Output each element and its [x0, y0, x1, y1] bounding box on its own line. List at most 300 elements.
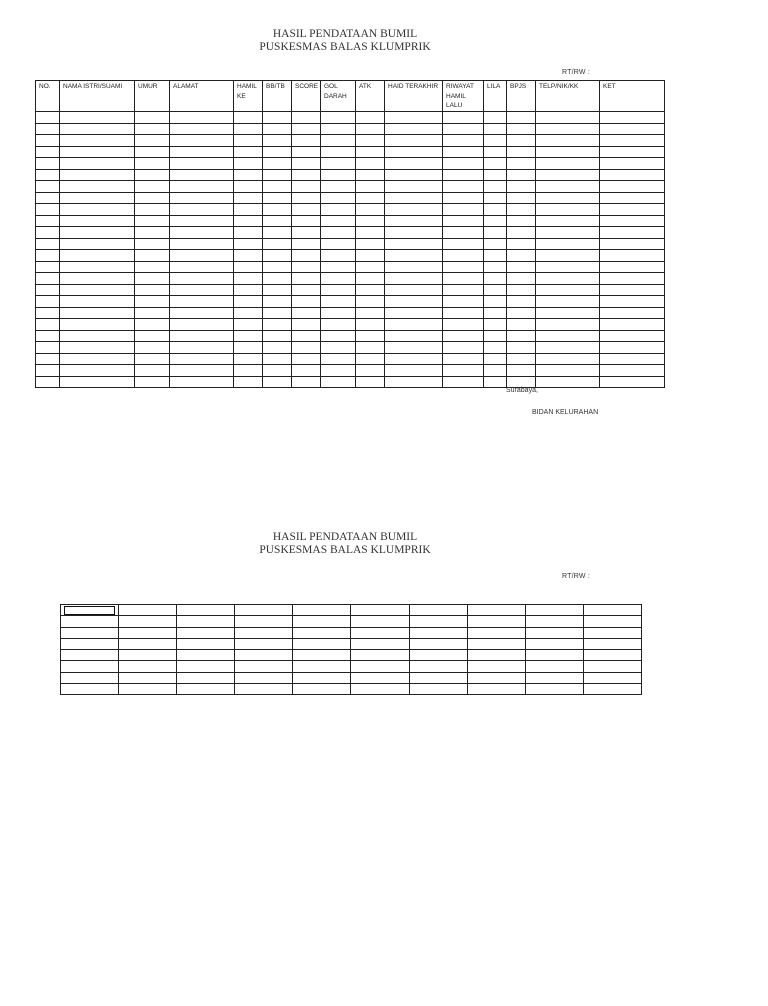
table-cell[interactable] — [385, 146, 443, 158]
table-cell[interactable] — [484, 250, 507, 262]
table-cell[interactable] — [36, 158, 60, 170]
table-cell[interactable] — [536, 238, 600, 250]
table-cell[interactable] — [234, 319, 263, 331]
table-cell[interactable] — [234, 273, 263, 285]
table-cell[interactable] — [356, 376, 385, 388]
table-cell[interactable] — [170, 158, 234, 170]
table-cell[interactable] — [170, 307, 234, 319]
table-cell[interactable] — [170, 192, 234, 204]
table-cell[interactable] — [507, 319, 536, 331]
table-cell[interactable] — [177, 616, 235, 627]
table-cell[interactable] — [583, 661, 641, 672]
table-cell[interactable] — [321, 181, 356, 193]
table-cell[interactable] — [583, 650, 641, 661]
table-cell[interactable] — [600, 250, 665, 262]
table-cell[interactable] — [321, 296, 356, 308]
table-cell[interactable] — [536, 319, 600, 331]
table-cell[interactable] — [119, 650, 177, 661]
table-cell[interactable] — [525, 672, 583, 683]
table-cell[interactable] — [234, 353, 263, 365]
table-cell[interactable] — [409, 627, 467, 638]
table-cell[interactable] — [507, 146, 536, 158]
table-cell[interactable] — [484, 273, 507, 285]
table-cell[interactable] — [321, 353, 356, 365]
table-cell[interactable] — [321, 135, 356, 147]
table-cell[interactable] — [60, 319, 135, 331]
table-cell[interactable] — [356, 169, 385, 181]
table-cell[interactable] — [467, 684, 525, 695]
table-cell[interactable] — [467, 661, 525, 672]
table-cell[interactable] — [292, 376, 321, 388]
table-cell[interactable] — [61, 638, 119, 649]
table-cell[interactable] — [467, 627, 525, 638]
table-cell[interactable] — [321, 112, 356, 124]
table-cell[interactable] — [60, 158, 135, 170]
table-cell[interactable] — [292, 169, 321, 181]
table-cell[interactable] — [321, 261, 356, 273]
table-cell[interactable] — [234, 307, 263, 319]
table-cell[interactable] — [60, 112, 135, 124]
table-cell[interactable] — [484, 227, 507, 239]
table-cell[interactable] — [409, 672, 467, 683]
table-cell[interactable] — [351, 650, 409, 661]
table-cell[interactable] — [536, 307, 600, 319]
table-cell[interactable] — [135, 330, 170, 342]
table-cell[interactable] — [507, 330, 536, 342]
table-cell[interactable] — [443, 307, 484, 319]
table-cell[interactable] — [443, 261, 484, 273]
table-cell[interactable] — [170, 250, 234, 262]
table-cell[interactable] — [234, 135, 263, 147]
table-cell[interactable] — [525, 684, 583, 695]
table-cell[interactable] — [536, 284, 600, 296]
table-cell[interactable] — [170, 273, 234, 285]
table-cell[interactable] — [443, 353, 484, 365]
table-cell[interactable] — [600, 135, 665, 147]
table-cell[interactable] — [36, 353, 60, 365]
table-cell[interactable] — [135, 250, 170, 262]
table-cell[interactable] — [536, 250, 600, 262]
table-cell[interactable] — [292, 215, 321, 227]
table-cell[interactable] — [135, 319, 170, 331]
table-cell[interactable] — [484, 284, 507, 296]
table-cell[interactable] — [135, 365, 170, 377]
table-cell[interactable] — [36, 135, 60, 147]
table-cell[interactable] — [356, 353, 385, 365]
table-cell[interactable] — [536, 135, 600, 147]
table-cell[interactable] — [170, 319, 234, 331]
table-cell[interactable] — [235, 616, 293, 627]
table-cell[interactable] — [484, 135, 507, 147]
table-cell[interactable] — [263, 284, 292, 296]
table-cell[interactable] — [443, 135, 484, 147]
table-cell[interactable] — [351, 605, 409, 616]
table-cell[interactable] — [507, 353, 536, 365]
table-cell[interactable] — [600, 146, 665, 158]
table-cell[interactable] — [60, 192, 135, 204]
table-cell[interactable] — [321, 273, 356, 285]
table-cell[interactable] — [507, 158, 536, 170]
table-cell[interactable] — [263, 227, 292, 239]
table-cell[interactable] — [263, 250, 292, 262]
table-cell[interactable] — [292, 146, 321, 158]
table-cell[interactable] — [385, 261, 443, 273]
table-cell[interactable] — [484, 307, 507, 319]
table-cell[interactable] — [263, 365, 292, 377]
table-cell[interactable] — [135, 192, 170, 204]
table-cell[interactable] — [467, 605, 525, 616]
table-cell[interactable] — [536, 353, 600, 365]
table-cell[interactable] — [36, 365, 60, 377]
table-cell[interactable] — [507, 307, 536, 319]
table-cell[interactable] — [36, 215, 60, 227]
table-cell[interactable] — [385, 123, 443, 135]
table-cell[interactable] — [292, 192, 321, 204]
table-cell[interactable] — [170, 123, 234, 135]
table-cell[interactable] — [292, 204, 321, 216]
table-cell[interactable] — [351, 616, 409, 627]
table-cell[interactable] — [234, 296, 263, 308]
table-cell[interactable] — [61, 684, 119, 695]
table-cell[interactable] — [135, 181, 170, 193]
table-cell[interactable] — [385, 365, 443, 377]
table-cell[interactable] — [177, 605, 235, 616]
table-cell[interactable] — [443, 204, 484, 216]
table-cell[interactable] — [484, 181, 507, 193]
table-cell[interactable] — [321, 227, 356, 239]
table-cell[interactable] — [583, 605, 641, 616]
table-cell[interactable] — [351, 672, 409, 683]
table-cell[interactable] — [507, 112, 536, 124]
table-cell[interactable] — [443, 273, 484, 285]
table-cell[interactable] — [234, 250, 263, 262]
table-cell[interactable] — [409, 650, 467, 661]
table-cell[interactable] — [351, 661, 409, 672]
table-cell[interactable] — [292, 273, 321, 285]
table-cell[interactable] — [119, 605, 177, 616]
table-cell[interactable] — [263, 307, 292, 319]
table-cell[interactable] — [507, 284, 536, 296]
table-cell[interactable] — [60, 250, 135, 262]
table-cell[interactable] — [60, 296, 135, 308]
table-cell[interactable] — [356, 123, 385, 135]
table-cell[interactable] — [600, 204, 665, 216]
table-cell[interactable] — [385, 181, 443, 193]
table-cell[interactable] — [484, 342, 507, 354]
table-cell[interactable] — [443, 192, 484, 204]
table-cell[interactable] — [234, 169, 263, 181]
table-cell[interactable] — [385, 204, 443, 216]
table-cell[interactable] — [600, 353, 665, 365]
table-cell[interactable] — [385, 215, 443, 227]
table-cell[interactable] — [293, 638, 351, 649]
table-cell[interactable] — [507, 215, 536, 227]
table-cell[interactable] — [443, 330, 484, 342]
table-cell[interactable] — [385, 319, 443, 331]
table-cell[interactable] — [600, 365, 665, 377]
table-cell[interactable] — [292, 296, 321, 308]
table-cell[interactable] — [135, 261, 170, 273]
table-cell[interactable] — [263, 273, 292, 285]
table-cell[interactable] — [525, 605, 583, 616]
table-cell[interactable] — [263, 135, 292, 147]
table-cell[interactable] — [61, 650, 119, 661]
table-cell[interactable] — [235, 650, 293, 661]
table-cell[interactable] — [170, 296, 234, 308]
table-cell[interactable] — [484, 123, 507, 135]
table-cell[interactable] — [484, 146, 507, 158]
table-cell[interactable] — [119, 616, 177, 627]
table-cell[interactable] — [292, 123, 321, 135]
table-cell[interactable] — [467, 672, 525, 683]
table-cell[interactable] — [321, 365, 356, 377]
table-cell[interactable] — [135, 273, 170, 285]
table-cell[interactable] — [385, 250, 443, 262]
table-cell[interactable] — [119, 684, 177, 695]
table-cell[interactable] — [135, 215, 170, 227]
table-cell[interactable] — [293, 672, 351, 683]
table-cell[interactable] — [119, 638, 177, 649]
table-cell[interactable] — [234, 181, 263, 193]
table-cell[interactable] — [235, 684, 293, 695]
table-cell[interactable] — [536, 204, 600, 216]
table-cell[interactable] — [263, 204, 292, 216]
table-cell[interactable] — [36, 319, 60, 331]
table-cell[interactable] — [36, 342, 60, 354]
table-cell[interactable] — [36, 227, 60, 239]
table-cell[interactable] — [484, 376, 507, 388]
table-cell[interactable] — [321, 284, 356, 296]
table-cell[interactable] — [385, 342, 443, 354]
table-cell[interactable] — [507, 273, 536, 285]
table-cell[interactable] — [36, 250, 60, 262]
table-cell[interactable] — [484, 204, 507, 216]
table-cell[interactable] — [536, 181, 600, 193]
table-cell[interactable] — [356, 204, 385, 216]
table-cell[interactable] — [600, 296, 665, 308]
table-cell[interactable] — [356, 342, 385, 354]
table-cell[interactable] — [177, 650, 235, 661]
table-cell[interactable] — [409, 661, 467, 672]
table-cell[interactable] — [583, 684, 641, 695]
table-cell[interactable] — [170, 376, 234, 388]
table-cell[interactable] — [170, 204, 234, 216]
table-cell[interactable] — [385, 238, 443, 250]
table-cell[interactable] — [409, 616, 467, 627]
table-cell[interactable] — [356, 181, 385, 193]
table-cell[interactable] — [600, 238, 665, 250]
table-cell[interactable] — [234, 123, 263, 135]
table-cell[interactable] — [600, 330, 665, 342]
table-cell[interactable] — [60, 273, 135, 285]
table-cell[interactable] — [234, 158, 263, 170]
table-cell[interactable] — [235, 627, 293, 638]
table-cell[interactable] — [234, 192, 263, 204]
table-cell[interactable] — [170, 135, 234, 147]
table-cell[interactable] — [321, 342, 356, 354]
table-cell[interactable] — [385, 169, 443, 181]
table-cell[interactable] — [409, 684, 467, 695]
table-cell[interactable] — [36, 284, 60, 296]
table-cell[interactable] — [385, 284, 443, 296]
table-cell[interactable] — [600, 227, 665, 239]
table-cell[interactable] — [385, 296, 443, 308]
table-cell[interactable] — [36, 296, 60, 308]
table-cell[interactable] — [356, 135, 385, 147]
table-cell[interactable] — [356, 146, 385, 158]
table-cell[interactable] — [170, 181, 234, 193]
table-cell[interactable] — [170, 330, 234, 342]
table-cell[interactable] — [525, 627, 583, 638]
table-cell[interactable] — [321, 158, 356, 170]
table-cell[interactable] — [235, 605, 293, 616]
table-cell[interactable] — [443, 319, 484, 331]
table-cell[interactable] — [321, 192, 356, 204]
table-cell[interactable] — [356, 215, 385, 227]
table-cell[interactable] — [60, 261, 135, 273]
table-cell[interactable] — [536, 330, 600, 342]
table-cell[interactable] — [234, 330, 263, 342]
table-cell[interactable] — [600, 112, 665, 124]
table-cell[interactable] — [467, 616, 525, 627]
table-cell[interactable] — [507, 365, 536, 377]
table-cell[interactable] — [292, 330, 321, 342]
table-cell[interactable] — [536, 215, 600, 227]
table-cell[interactable] — [135, 284, 170, 296]
table-cell[interactable] — [507, 169, 536, 181]
table-cell[interactable] — [443, 227, 484, 239]
table-cell[interactable] — [321, 215, 356, 227]
table-cell[interactable] — [443, 169, 484, 181]
table-cell[interactable] — [234, 284, 263, 296]
table-cell[interactable] — [135, 238, 170, 250]
table-cell[interactable] — [61, 627, 119, 638]
table-cell[interactable] — [583, 616, 641, 627]
table-cell[interactable] — [135, 146, 170, 158]
table-cell[interactable] — [536, 365, 600, 377]
table-cell[interactable] — [235, 638, 293, 649]
table-cell[interactable] — [60, 376, 135, 388]
table-cell[interactable] — [119, 661, 177, 672]
table-cell[interactable] — [600, 215, 665, 227]
table-cell[interactable] — [170, 215, 234, 227]
table-cell[interactable] — [443, 250, 484, 262]
table-cell[interactable] — [234, 112, 263, 124]
table-cell[interactable] — [600, 181, 665, 193]
table-cell[interactable] — [536, 227, 600, 239]
table-cell[interactable] — [385, 227, 443, 239]
table-cell[interactable] — [356, 227, 385, 239]
table-cell[interactable] — [170, 227, 234, 239]
table-cell[interactable] — [234, 227, 263, 239]
table-cell[interactable] — [321, 238, 356, 250]
table-cell[interactable] — [177, 672, 235, 683]
table-cell[interactable] — [600, 342, 665, 354]
table-cell[interactable] — [170, 169, 234, 181]
table-cell[interactable] — [507, 238, 536, 250]
table-cell[interactable] — [385, 307, 443, 319]
table-cell[interactable] — [292, 342, 321, 354]
table-cell[interactable] — [583, 672, 641, 683]
table-cell[interactable] — [321, 250, 356, 262]
table-cell[interactable] — [292, 261, 321, 273]
table-cell[interactable] — [293, 650, 351, 661]
table-cell[interactable] — [385, 330, 443, 342]
table-cell[interactable] — [36, 238, 60, 250]
table-cell[interactable] — [263, 261, 292, 273]
table-cell[interactable] — [170, 238, 234, 250]
table-cell[interactable] — [135, 376, 170, 388]
table-cell[interactable] — [36, 376, 60, 388]
table-cell[interactable] — [135, 204, 170, 216]
table-cell[interactable] — [351, 638, 409, 649]
table-cell[interactable] — [292, 238, 321, 250]
table-cell[interactable] — [292, 307, 321, 319]
table-cell[interactable] — [36, 181, 60, 193]
table-cell[interactable] — [507, 204, 536, 216]
table-cell[interactable] — [263, 112, 292, 124]
table-cell[interactable] — [467, 638, 525, 649]
table-cell[interactable] — [356, 261, 385, 273]
table-cell[interactable] — [443, 181, 484, 193]
table-cell[interactable] — [321, 146, 356, 158]
table-cell[interactable] — [135, 169, 170, 181]
table-cell[interactable] — [356, 238, 385, 250]
table-cell[interactable] — [507, 250, 536, 262]
table-cell[interactable] — [61, 616, 119, 627]
table-cell[interactable] — [600, 158, 665, 170]
table-cell[interactable] — [484, 192, 507, 204]
table-cell[interactable] — [583, 627, 641, 638]
table-cell[interactable] — [321, 169, 356, 181]
table-cell[interactable] — [385, 353, 443, 365]
table-cell[interactable] — [321, 204, 356, 216]
table-cell[interactable] — [36, 123, 60, 135]
table-cell[interactable] — [443, 376, 484, 388]
table-cell[interactable] — [600, 123, 665, 135]
active-cell[interactable] — [61, 605, 119, 616]
table-cell[interactable] — [356, 192, 385, 204]
table-cell[interactable] — [484, 319, 507, 331]
table-cell[interactable] — [484, 169, 507, 181]
table-cell[interactable] — [536, 342, 600, 354]
table-cell[interactable] — [525, 650, 583, 661]
table-cell[interactable] — [385, 376, 443, 388]
table-cell[interactable] — [321, 307, 356, 319]
table-cell[interactable] — [36, 204, 60, 216]
table-cell[interactable] — [600, 319, 665, 331]
table-cell[interactable] — [292, 353, 321, 365]
table-cell[interactable] — [467, 650, 525, 661]
table-cell[interactable] — [292, 284, 321, 296]
table-cell[interactable] — [536, 123, 600, 135]
table-cell[interactable] — [356, 330, 385, 342]
table-cell[interactable] — [60, 365, 135, 377]
table-cell[interactable] — [507, 261, 536, 273]
table-cell[interactable] — [135, 135, 170, 147]
table-cell[interactable] — [484, 112, 507, 124]
table-cell[interactable] — [356, 250, 385, 262]
table-cell[interactable] — [293, 684, 351, 695]
table-cell[interactable] — [60, 342, 135, 354]
table-cell[interactable] — [385, 112, 443, 124]
table-cell[interactable] — [536, 192, 600, 204]
table-cell[interactable] — [234, 146, 263, 158]
table-cell[interactable] — [177, 661, 235, 672]
table-cell[interactable] — [443, 215, 484, 227]
table-cell[interactable] — [292, 135, 321, 147]
table-cell[interactable] — [536, 146, 600, 158]
